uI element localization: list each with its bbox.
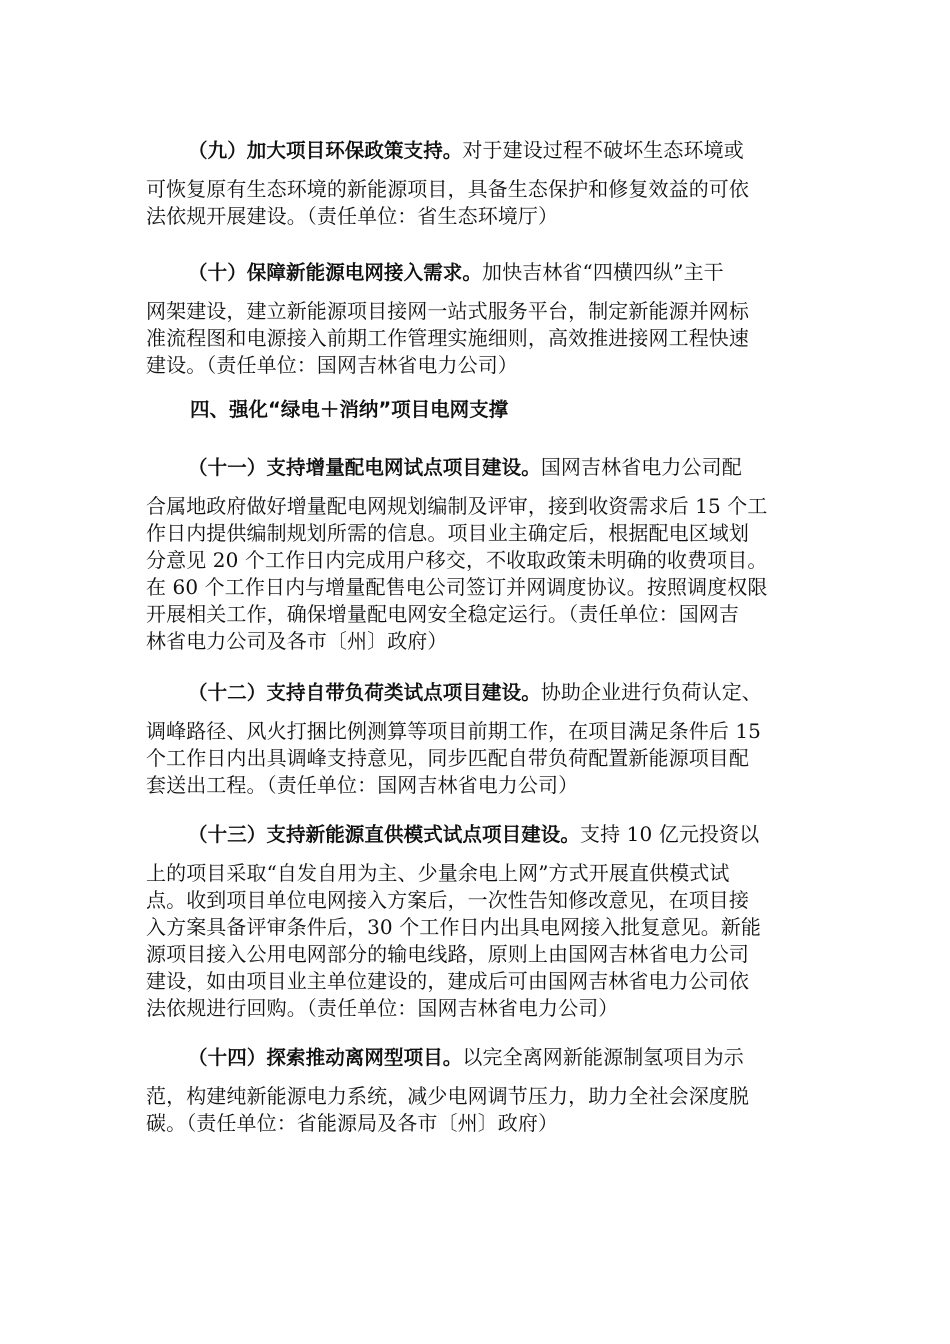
section-11-line: 作日内提供编制规划所需的信息。项目业主确定后，根据配电区域划 (146, 521, 749, 545)
section-13-first-line (146, 821, 806, 848)
section-14-line: 范，构建纯新能源电力系统，减少电网调节压力，助力全社会深度脱 (146, 1084, 749, 1108)
section-9-first-line (146, 137, 806, 164)
section-10-line: 建设。（责任单位：国网吉林省电力公司） (146, 353, 518, 377)
section-13 (146, 821, 806, 1022)
section-14 (146, 1044, 806, 1137)
section-12-first-rest: 协助企业进行负荷认定、 (540, 680, 762, 704)
section-10-line: 准流程图和电源接入前期工作管理实施细则，高效推进接网工程快速 (146, 326, 749, 350)
section-13-line: 上的项目采取“自发自用为主、少量余电上网”方式开展直供模式试 (146, 861, 730, 885)
section-11-lead: （十一）支持增量配电网试点项目建设。 (188, 456, 541, 479)
section-9-lead: （九）加大项目环保政策支持。 (188, 139, 463, 162)
section-10-lead: （十）保障新能源电网接入需求。 (188, 261, 483, 284)
section-12-line: 调峰路径、风火打捆比例测算等项目前期工作，在项目满足条件后 15 (146, 719, 762, 743)
section-14-first-rest: 以完全离网新能源制氢项目为示 (462, 1045, 744, 1069)
section-heading: 四、强化“绿电＋消纳”项目电网支撑 (190, 398, 509, 421)
section-13-first-rest: 支持 10 亿元投资以 (580, 822, 760, 846)
section-11-line: 林省电力公司及各市〔州〕政府） (146, 629, 448, 653)
section-9 (146, 137, 806, 230)
section-11-first-line (146, 454, 806, 481)
section-9-line: 法依规开展建设。（责任单位：省生态环境厅） (146, 204, 559, 228)
section-12-lead: （十二）支持自带负荷类试点项目建设。 (188, 681, 541, 704)
section-13-line: 源项目接入公用电网部分的输电线路，原则上由国网吉林省电力公司 (146, 942, 749, 966)
section-11 (146, 454, 806, 655)
section-10 (146, 259, 806, 379)
section-9-line: 可恢复原有生态环境的新能源项目，具备生态保护和修复效益的可依 (146, 177, 749, 201)
section-12-line: 套送出工程。（责任单位：国网吉林省电力公司） (146, 773, 579, 797)
section-10-first-rest: 加快吉林省“四横四纵”主干 (482, 260, 724, 284)
section-12 (146, 679, 806, 799)
section-10-first-line (146, 259, 806, 286)
section-14-lead: （十四）探索推动离网型项目。 (188, 1046, 463, 1069)
section-11-line: 在 60 个工作日内与增量配售电公司签订并网调度协议。按照调度权限 (146, 575, 768, 599)
section-10-line: 网架建设，建立新能源项目接网一站式服务平台，制定新能源并网标 (146, 299, 749, 323)
section-13-lead: （十三）支持新能源直供模式试点项目建设。 (188, 823, 581, 846)
section-14-line: 碳。（责任单位：省能源局及各市〔州〕政府） (146, 1111, 559, 1135)
section-12-first-line (146, 679, 806, 706)
section-13-line: 入方案具备评审条件后，30 个工作日内出具电网接入批复意见。新能 (146, 915, 762, 939)
section-13-line: 法依规进行回购。（责任单位：国网吉林省电力公司） (146, 996, 619, 1020)
section-11-line: 合属地政府做好增量配电网规划编制及评审，接到收资需求后 15 个工 (146, 494, 768, 518)
section-11-line: 开展相关工作，确保增量配电网安全稳定运行。（责任单位：国网吉 (146, 602, 739, 626)
section-11-line: 分意见 20 个工作日内完成用户移交，不收取政策未明确的收费项目。 (146, 548, 768, 572)
section-12-line: 个工作日内出具调峰支持意见，同步匹配自带负荷配置新能源项目配 (146, 746, 749, 770)
section-13-line: 建设，如由项目业主单位建设的，建成后可由国网吉林省电力公司依 (146, 969, 749, 993)
section-9-first-rest: 对于建设过程不破坏生态环境或 (462, 138, 744, 162)
section-11-first-rest: 国网吉林省电力公司配 (540, 455, 742, 479)
section-14-first-line (146, 1044, 806, 1071)
section-13-line: 点。收到项目单位电网接入方案后，一次性告知修改意见，在项目接 (146, 888, 749, 912)
